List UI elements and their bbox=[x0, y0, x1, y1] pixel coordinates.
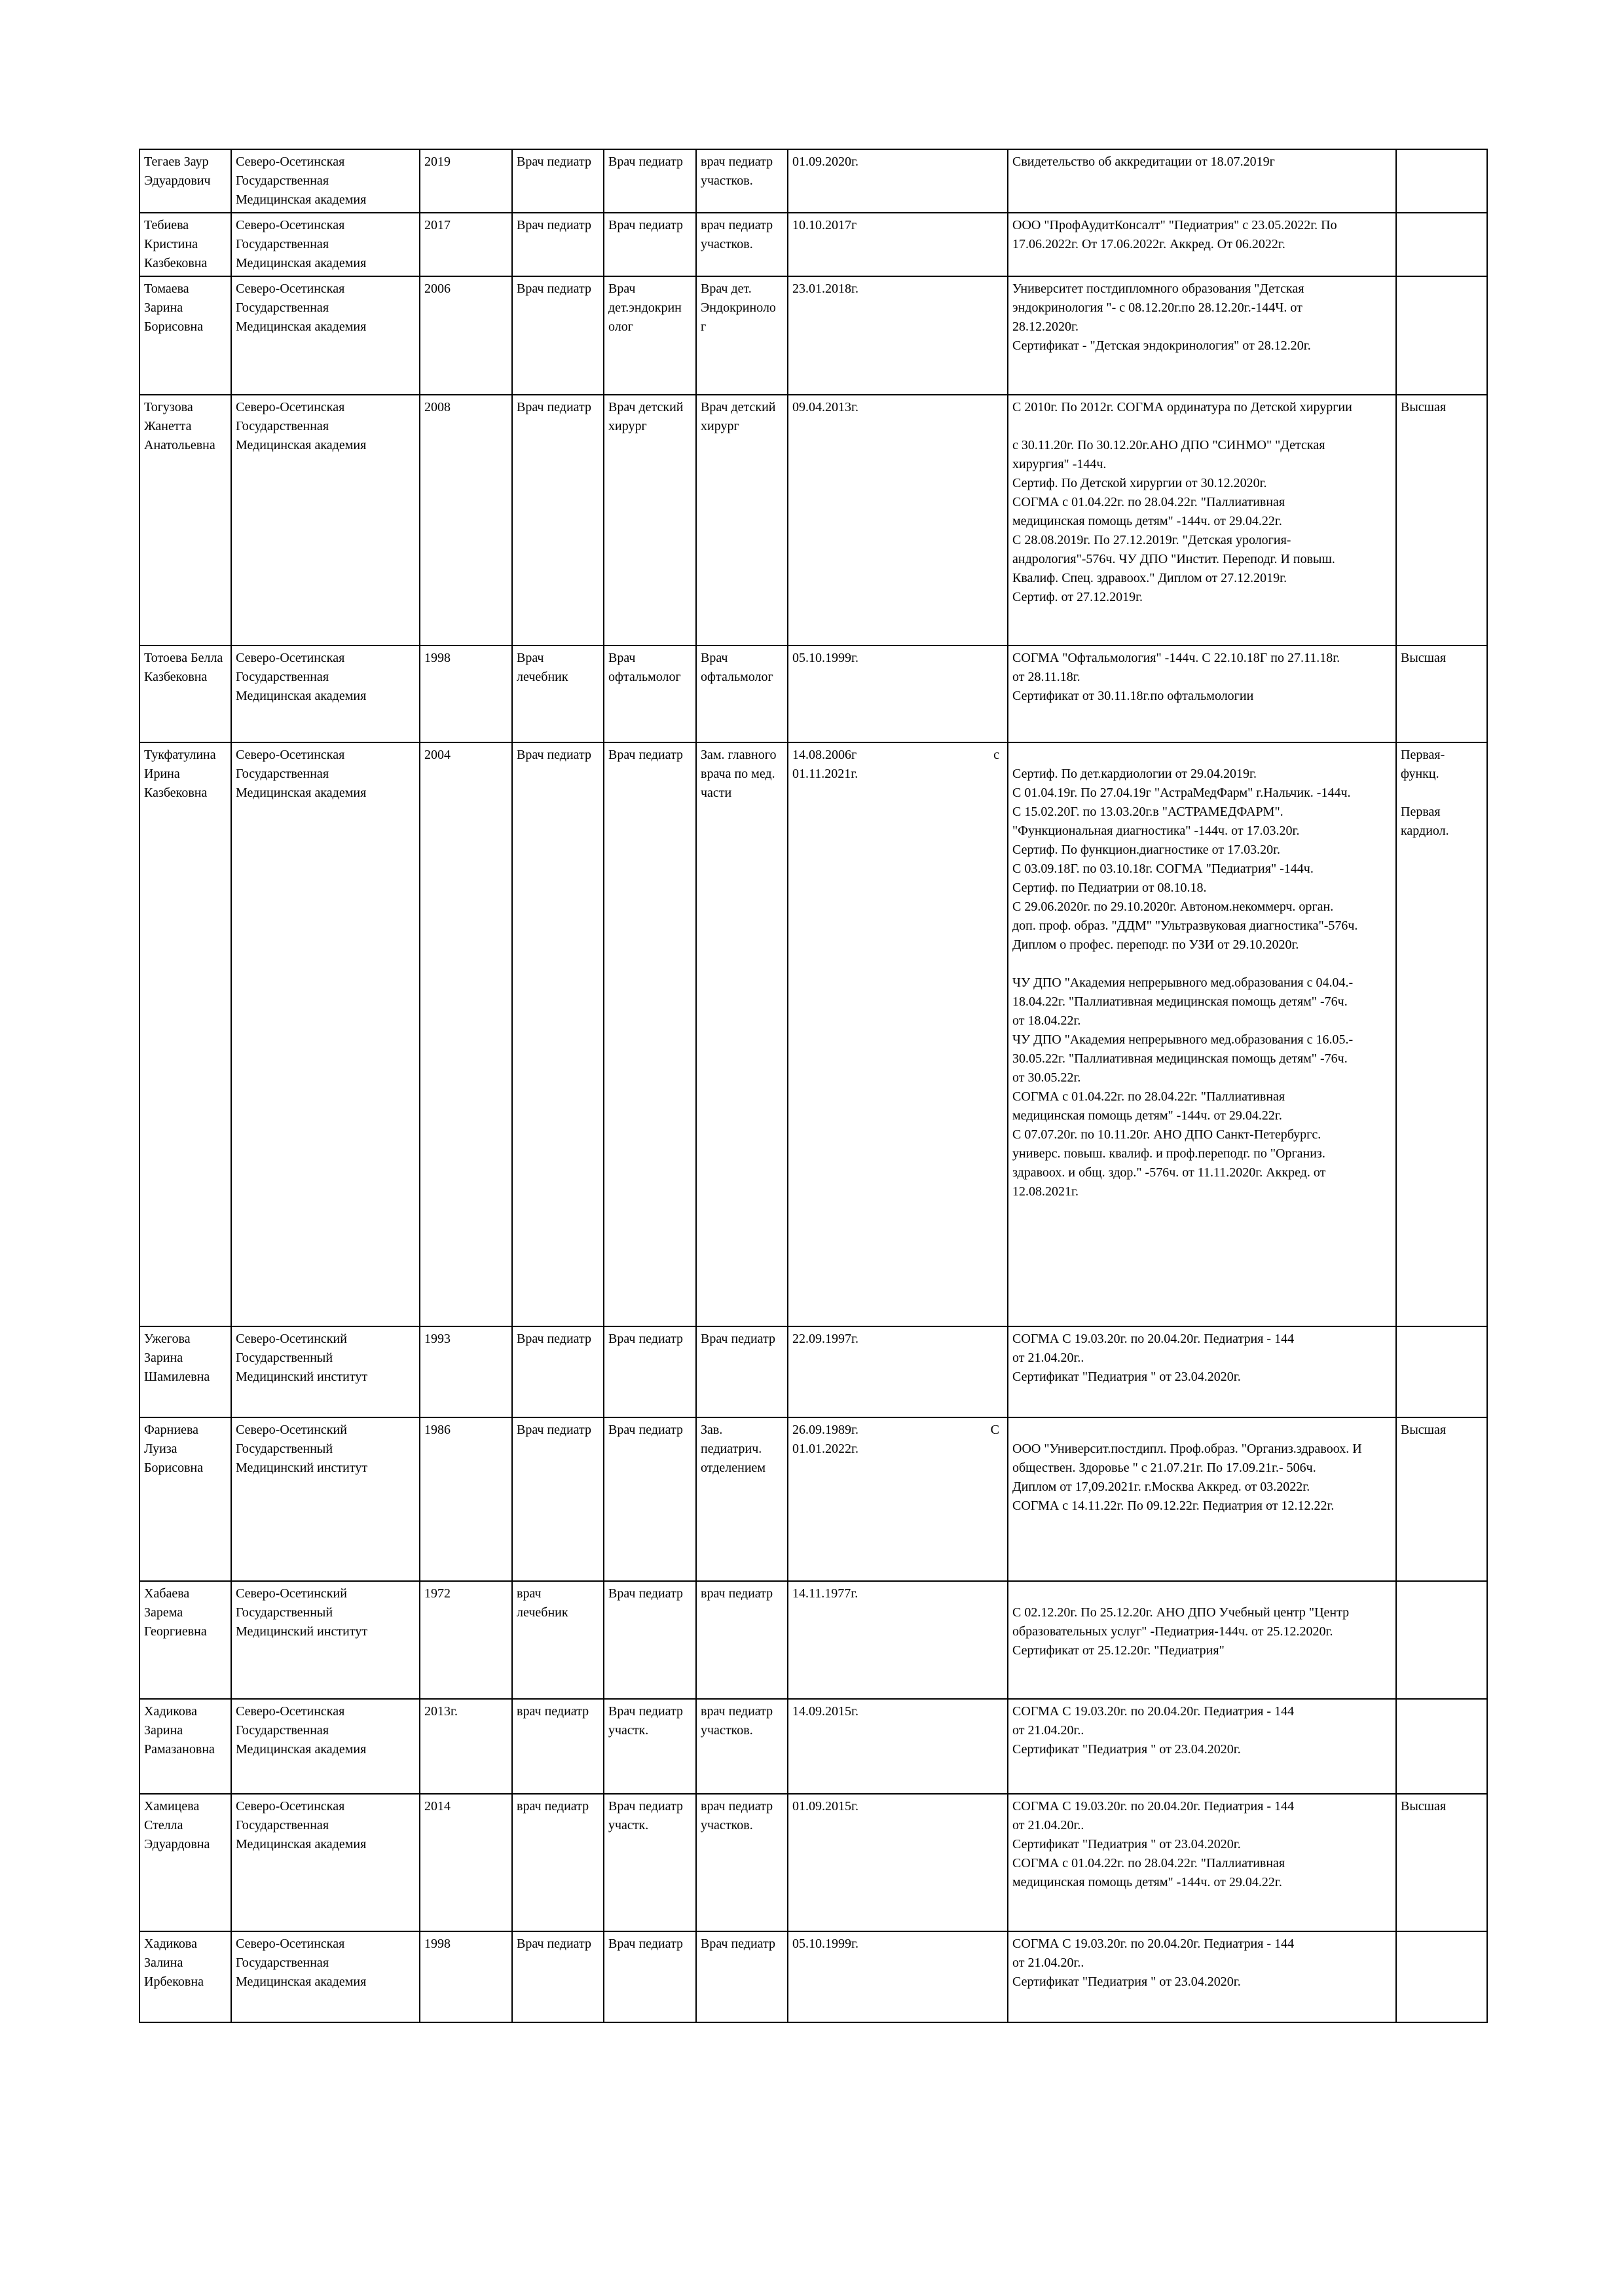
employee-name-cell bbox=[139, 646, 231, 742]
education-institution: Северо-Осетинский Государственный Медицинский институт bbox=[236, 1332, 368, 1384]
diploma-specialty: Врач педиатр bbox=[517, 282, 592, 296]
position: врач педиатр участков. bbox=[701, 218, 773, 251]
table-row bbox=[139, 1581, 1487, 1699]
certificate-specialty: Врач педиатр bbox=[608, 748, 684, 762]
graduation-year: 2019 bbox=[424, 155, 451, 169]
position-cell bbox=[696, 1326, 788, 1417]
table-row bbox=[139, 1417, 1487, 1581]
employee-name: Тотоева Белла Казбековна bbox=[144, 651, 223, 684]
position-cell bbox=[696, 213, 788, 276]
training-record: СОГМА С 19.03.20г. по 20.04.20г. Педиатрия - 144 от 21.04.20г.. Сертификат "Педиатрия " от 23.04.2020г. bbox=[1012, 1332, 1295, 1384]
qualification-category-cell bbox=[1396, 1794, 1487, 1931]
qualification-category-cell bbox=[1396, 1931, 1487, 2022]
training-record-cell bbox=[1008, 149, 1396, 213]
table-row bbox=[139, 1794, 1487, 1931]
education-institution-cell bbox=[231, 646, 420, 742]
staff-table-body bbox=[139, 149, 1487, 2022]
training-record: Свидетельство об аккредитации от 18.07.2019г bbox=[1012, 155, 1275, 169]
hire-date: 14.11.1977г. bbox=[792, 1586, 858, 1601]
certificate-specialty: Врач педиатр bbox=[608, 1586, 684, 1601]
diploma-specialty: Врач лечебник bbox=[517, 651, 568, 684]
diploma-specialty-cell bbox=[512, 742, 604, 1326]
qualification-category-cell bbox=[1396, 742, 1487, 1326]
diploma-specialty-cell bbox=[512, 1417, 604, 1581]
graduation-year: 2013г. bbox=[424, 1704, 458, 1719]
qualification-category-cell bbox=[1396, 1326, 1487, 1417]
education-institution: Северо-Осетинский Государственный Медицинский институт bbox=[236, 1586, 368, 1639]
diploma-specialty: Врач педиатр bbox=[517, 155, 592, 169]
position: Врач педиатр bbox=[701, 1332, 776, 1346]
education-institution-cell bbox=[231, 276, 420, 395]
position-cell bbox=[696, 395, 788, 646]
position-cell bbox=[696, 646, 788, 742]
education-institution: Северо-Осетинская Государственная Медицинская академия bbox=[236, 400, 367, 452]
employee-name: Томаева Зарина Борисовна bbox=[144, 282, 204, 334]
training-record-cell bbox=[1008, 1581, 1396, 1699]
certificate-specialty-cell bbox=[604, 1417, 696, 1581]
position-cell bbox=[696, 742, 788, 1326]
employee-name: Тогузова Жанетта Анатольевна bbox=[144, 400, 215, 452]
education-institution: Северо-Осетинская Государственная Медицинская академия bbox=[236, 748, 367, 800]
hire-date-cell bbox=[788, 1417, 1008, 1581]
certificate-specialty-cell bbox=[604, 742, 696, 1326]
employee-name: Хабаева Зарема Георгиевна bbox=[144, 1586, 207, 1639]
training-record-cell bbox=[1008, 213, 1396, 276]
employee-name-cell bbox=[139, 1794, 231, 1931]
position: Врач педиатр bbox=[701, 1937, 776, 1951]
training-record: Университет постдипломного образования "Детская эндокринология "- с 08.12.20г.по 28.12.20г.-144Ч. от 28.12.2020г. Сертификат - "Детская эндокринология" от 28.12.20г. bbox=[1012, 282, 1311, 353]
qualification-category: Первая- функц. Первая кардиол. bbox=[1401, 748, 1449, 838]
diploma-specialty: Врач педиатр bbox=[517, 1937, 592, 1951]
position: Врач детский хирург bbox=[701, 400, 776, 433]
education-institution-cell bbox=[231, 213, 420, 276]
diploma-specialty-cell bbox=[512, 276, 604, 395]
training-record: СОГМА С 19.03.20г. по 20.04.20г. Педиатрия - 144 от 21.04.20г.. Сертификат "Педиатрия " от 23.04.2020г. СОГМА с 01.04.22г. по 28.04.22г. "Паллиативная медицинская помощь детям" -144ч. от 29.04.22г. bbox=[1012, 1799, 1295, 1889]
hire-date: 01.09.2015г. bbox=[792, 1799, 858, 1813]
hire-date-cell bbox=[788, 1699, 1008, 1794]
hire-date: 22.09.1997г. bbox=[792, 1332, 858, 1346]
hire-date-cell bbox=[788, 1931, 1008, 2022]
diploma-specialty-cell bbox=[512, 1931, 604, 2022]
table-row bbox=[139, 1699, 1487, 1794]
education-institution: Северо-Осетинская Государственная Медицинская академия bbox=[236, 155, 367, 207]
graduation-year: 1993 bbox=[424, 1332, 451, 1346]
qualification-category-cell bbox=[1396, 1699, 1487, 1794]
certificate-specialty: Врач педиатр bbox=[608, 218, 684, 232]
diploma-specialty-cell bbox=[512, 395, 604, 646]
employee-name-cell bbox=[139, 1931, 231, 2022]
hire-date: 01.09.2020г. bbox=[792, 155, 858, 169]
qualification-category-cell bbox=[1396, 1581, 1487, 1699]
certificate-specialty: Врач дет.эндокрин олог bbox=[608, 282, 682, 334]
graduation-year-cell bbox=[420, 1699, 512, 1794]
certificate-specialty-cell bbox=[604, 1794, 696, 1931]
diploma-specialty-cell bbox=[512, 1794, 604, 1931]
training-record: СОГМА С 19.03.20г. по 20.04.20г. Педиатрия - 144 от 21.04.20г.. Сертификат "Педиатрия " от 23.04.2020г. bbox=[1012, 1937, 1295, 1989]
certificate-specialty-cell bbox=[604, 1931, 696, 2022]
education-institution-cell bbox=[231, 149, 420, 213]
hire-date-cell bbox=[788, 395, 1008, 646]
position: врач педиатр участков. bbox=[701, 1799, 773, 1832]
graduation-year-cell bbox=[420, 1794, 512, 1931]
graduation-year-cell bbox=[420, 149, 512, 213]
position: Врач дет. Эндокриноло г bbox=[701, 282, 776, 334]
qualification-category: Высшая bbox=[1401, 651, 1447, 665]
certificate-specialty-cell bbox=[604, 213, 696, 276]
table-row bbox=[139, 742, 1487, 1326]
graduation-year-cell bbox=[420, 395, 512, 646]
hire-date-cell bbox=[788, 1581, 1008, 1699]
training-record-cell bbox=[1008, 1699, 1396, 1794]
qualification-category: Высшая bbox=[1401, 1799, 1447, 1813]
diploma-specialty: Врач педиатр bbox=[517, 1332, 592, 1346]
diploma-specialty: Врач педиатр bbox=[517, 1423, 592, 1437]
graduation-year: 2004 bbox=[424, 748, 451, 762]
employee-name: Тегаев Заур Эдуардович bbox=[144, 155, 211, 188]
hire-date-cell bbox=[788, 1326, 1008, 1417]
hire-date: 09.04.2013г. bbox=[792, 400, 858, 414]
graduation-year-cell bbox=[420, 646, 512, 742]
training-record: ООО "ПрофАудитКонсалт" "Педиатрия" с 23.05.2022г. По 17.06.2022г. От 17.06.2022г. Аккред. От 06.2022г. bbox=[1012, 218, 1337, 251]
position-cell bbox=[696, 1699, 788, 1794]
education-institution-cell bbox=[231, 1794, 420, 1931]
date-note: С bbox=[990, 1423, 999, 1437]
position: Зав. педиатрич. отделением bbox=[701, 1423, 766, 1475]
table-row bbox=[139, 276, 1487, 395]
education-institution: Северо-Осетинская Государственная Медицинская академия bbox=[236, 1799, 367, 1851]
employee-name: Тебиева Кристина Казбековна bbox=[144, 218, 208, 270]
education-institution: Северо-Осетинская Государственная Медицинская академия bbox=[236, 1704, 367, 1757]
diploma-specialty-cell bbox=[512, 149, 604, 213]
graduation-year: 1998 bbox=[424, 651, 451, 665]
diploma-specialty: врач лечебник bbox=[517, 1586, 568, 1620]
table-row bbox=[139, 213, 1487, 276]
training-record-cell bbox=[1008, 646, 1396, 742]
training-record-cell bbox=[1008, 276, 1396, 395]
hire-date-cell bbox=[788, 646, 1008, 742]
employee-name: Хадикова Зарина Рамазановна bbox=[144, 1704, 215, 1757]
hire-date: 26.09.1989г. 01.01.2022г. bbox=[792, 1423, 858, 1456]
qualification-category-cell bbox=[1396, 395, 1487, 646]
training-record: СОГМА "Офтальмология" -144ч. С 22.10.18Г по 27.11.18г. от 28.11.18г. Сертификат от 30.11.18г.по офтальмологии bbox=[1012, 651, 1340, 703]
graduation-year-cell bbox=[420, 1581, 512, 1699]
table-row bbox=[139, 395, 1487, 646]
training-record-cell bbox=[1008, 742, 1396, 1326]
table-row bbox=[139, 1326, 1487, 1417]
position: Зам. главного врача по мед. части bbox=[701, 748, 777, 800]
graduation-year-cell bbox=[420, 1417, 512, 1581]
position-cell bbox=[696, 149, 788, 213]
hire-date: 10.10.2017г bbox=[792, 218, 857, 232]
certificate-specialty-cell bbox=[604, 395, 696, 646]
employee-name: Хадикова Залина Ирбековна bbox=[144, 1937, 204, 1989]
diploma-specialty-cell bbox=[512, 1581, 604, 1699]
graduation-year-cell bbox=[420, 742, 512, 1326]
training-record: Сертиф. По дет.кардиологии от 29.04.2019г. С 01.04.19г. По 27.04.19г "АстраМедФарм" г.Нальчик. -144ч. С 15.02.20Г. по 13.03.20г.в "АСТРАМЕДФАРМ". "Функциональная диагностика" -144ч. от 17.03.20г. Сертиф. По функцион.диагностике от 17.03.20г. С 03.09.18Г. по 03.10.18г. СОГМА "Педиатрия" -144ч. Сертиф. по Педиатрии от 08.10.18. С 29.06.2020г. по 29.10.2020г. Автоном.некоммерч. орган. доп. проф. образ. "ДДМ" "Ультразвуковая диагностика"-576ч. Диплом о профес. переподг. по УЗИ от 29.10.2020г. ЧУ ДПО "Академия непрерывного мед.образования с 04.04.- 18.04.22г. "Паллиативная медицинская помощь детям" -76ч. от 18.04.22г. ЧУ ДПО "Академия непрерывного мед.образования с 16.05.- 30.05.22г. "Паллиативная медицинская помощь детям" -76ч. от 30.05.22г. СОГМА с 01.04.22г. по 28.04.22г. "Паллиативная медицинская помощь детям" -144ч. от 29.04.22г. С 07.07.20г. по 10.11.20г. АНО ДПО Санкт-Петербургс. универс. повыш. квалиф. и проф.переподг. по "Организ. здравоох. и общ. здор." -576ч. от 11.11.2020г. Аккред. от 12.08.2021г. bbox=[1012, 767, 1358, 1199]
certificate-specialty-cell bbox=[604, 1699, 696, 1794]
education-institution: Северо-Осетинская Государственная Медицинская академия bbox=[236, 651, 367, 703]
position-cell bbox=[696, 1417, 788, 1581]
certificate-specialty-cell bbox=[604, 646, 696, 742]
diploma-specialty: врач педиатр bbox=[517, 1799, 589, 1813]
position-cell bbox=[696, 1794, 788, 1931]
diploma-specialty: Врач педиатр bbox=[517, 400, 592, 414]
training-record: ООО "Университ.постдипл. Проф.образ. "Организ.здравоох. И обществен. Здоровье " с 21.07.21г. По 17.09.21г.- 506ч. Диплом от 17,09.2021г. г.Москва Аккред. от 03.2022г. СОГМА с 14.11.22г. По 09.12.22г. Педиатрия от 12.12.22г. bbox=[1012, 1442, 1362, 1513]
graduation-year: 2014 bbox=[424, 1799, 451, 1813]
hire-date: 05.10.1999г. bbox=[792, 1937, 858, 1951]
education-institution-cell bbox=[231, 1326, 420, 1417]
hire-date-cell bbox=[788, 213, 1008, 276]
hire-date-cell bbox=[788, 1794, 1008, 1931]
hire-date-cell bbox=[788, 742, 1008, 1326]
graduation-year: 1972 bbox=[424, 1586, 451, 1601]
education-institution: Северо-Осетинская Государственная Медицинская академия bbox=[236, 1937, 367, 1989]
graduation-year: 1986 bbox=[424, 1423, 451, 1437]
qualification-category-cell bbox=[1396, 213, 1487, 276]
hire-date-cell bbox=[788, 149, 1008, 213]
position: врач педиатр участков. bbox=[701, 155, 773, 188]
education-institution: Северо-Осетинская Государственная Медицинская академия bbox=[236, 282, 367, 334]
certificate-specialty: Врач педиатр bbox=[608, 1423, 684, 1437]
diploma-specialty: Врач педиатр bbox=[517, 748, 592, 762]
hire-date-cell bbox=[788, 276, 1008, 395]
position: Врач офтальмолог bbox=[701, 651, 773, 684]
certificate-specialty: Врач детский хирург bbox=[608, 400, 684, 433]
education-institution-cell bbox=[231, 395, 420, 646]
qualification-category-cell bbox=[1396, 149, 1487, 213]
position-cell bbox=[696, 1931, 788, 2022]
diploma-specialty-cell bbox=[512, 646, 604, 742]
education-institution-cell bbox=[231, 742, 420, 1326]
employee-name-cell bbox=[139, 1581, 231, 1699]
certificate-specialty: Врач педиатр участк. bbox=[608, 1704, 684, 1738]
training-record-cell bbox=[1008, 1931, 1396, 2022]
certificate-specialty: Врач педиатр bbox=[608, 1937, 684, 1951]
qualification-category: Высшая bbox=[1401, 1423, 1447, 1437]
employee-name: Тукфатулина Ирина Казбековна bbox=[144, 748, 216, 800]
certificate-specialty-cell bbox=[604, 1581, 696, 1699]
employee-name-cell bbox=[139, 742, 231, 1326]
certificate-specialty: Врач педиатр bbox=[608, 1332, 684, 1346]
position: врач педиатр bbox=[701, 1586, 773, 1601]
diploma-specialty-cell bbox=[512, 1326, 604, 1417]
graduation-year-cell bbox=[420, 276, 512, 395]
qualification-category-cell bbox=[1396, 646, 1487, 742]
hire-date: 23.01.2018г. bbox=[792, 282, 858, 296]
position: врач педиатр участков. bbox=[701, 1704, 773, 1738]
graduation-year: 2017 bbox=[424, 218, 451, 232]
training-record: С 02.12.20г. По 25.12.20г. АНО ДПО Учебный центр "Центр образовательных услуг" -Педиатрия-144ч. от 25.12.2020г. Сертификат от 25.12.20г. "Педиатрия" bbox=[1012, 1605, 1350, 1658]
employee-name: Фарниева Луиза Борисовна bbox=[144, 1423, 204, 1475]
training-record: С 2010г. По 2012г. СОГМА ординатура по Детской хирургии с 30.11.20г. По 30.12.20г.АНО ДПО "СИНМО" "Детская хирургия" -144ч. Сертиф. По Детской хирургии от 30.12.2020г. СОГМА с 01.04.22г. по 28.04.22г. "Паллиативная медицинская помощь детям" -144ч. от 29.04.22г. С 28.08.2019г. По 27.12.2019г. "Детская урология- андрология"-576ч. ЧУ ДПО "Инстит. Переподг. И повыш. Квалиф. Спец. здравоох." Диплом от 27.12.2019г. Сертиф. от 27.12.2019г. bbox=[1012, 400, 1352, 604]
hire-date: 14.09.2015г. bbox=[792, 1704, 858, 1719]
qualification-category-cell bbox=[1396, 276, 1487, 395]
diploma-specialty-cell bbox=[512, 213, 604, 276]
employee-name: Хамицева Стелла Эдуардовна bbox=[144, 1799, 210, 1851]
employee-name-cell bbox=[139, 213, 231, 276]
graduation-year: 2008 bbox=[424, 400, 451, 414]
graduation-year: 1998 bbox=[424, 1937, 451, 1951]
diploma-specialty: врач педиатр bbox=[517, 1704, 589, 1719]
certificate-specialty: Врач офтальмолог bbox=[608, 651, 681, 684]
education-institution-cell bbox=[231, 1417, 420, 1581]
table-row bbox=[139, 646, 1487, 742]
graduation-year-cell bbox=[420, 1326, 512, 1417]
hire-date: 05.10.1999г. bbox=[792, 651, 858, 665]
position-cell bbox=[696, 276, 788, 395]
position-cell bbox=[696, 1581, 788, 1699]
table-row bbox=[139, 149, 1487, 213]
diploma-specialty-cell bbox=[512, 1699, 604, 1794]
employee-name: Ужегова Зарина Шамилевна bbox=[144, 1332, 210, 1384]
employee-name-cell bbox=[139, 1417, 231, 1581]
certificate-specialty-cell bbox=[604, 1326, 696, 1417]
training-record-cell bbox=[1008, 1417, 1396, 1581]
employee-name-cell bbox=[139, 276, 231, 395]
graduation-year-cell bbox=[420, 213, 512, 276]
employee-name-cell bbox=[139, 1699, 231, 1794]
qualification-category-cell bbox=[1396, 1417, 1487, 1581]
training-record-cell bbox=[1008, 395, 1396, 646]
training-record: СОГМА С 19.03.20г. по 20.04.20г. Педиатрия - 144 от 21.04.20г.. Сертификат "Педиатрия " от 23.04.2020г. bbox=[1012, 1704, 1295, 1757]
hire-date: 14.08.2006г 01.11.2021г. bbox=[792, 748, 858, 781]
date-note: с bbox=[993, 748, 999, 762]
certificate-specialty-cell bbox=[604, 276, 696, 395]
education-institution-cell bbox=[231, 1931, 420, 2022]
employee-name-cell bbox=[139, 1326, 231, 1417]
training-record-cell bbox=[1008, 1794, 1396, 1931]
education-institution: Северо-Осетинский Государственный Медицинский институт bbox=[236, 1423, 368, 1475]
staff-table bbox=[139, 149, 1488, 2023]
employee-name-cell bbox=[139, 395, 231, 646]
diploma-specialty: Врач педиатр bbox=[517, 218, 592, 232]
education-institution: Северо-Осетинская Государственная Медицинская академия bbox=[236, 218, 367, 270]
employee-name-cell bbox=[139, 149, 231, 213]
training-record-cell bbox=[1008, 1326, 1396, 1417]
graduation-year-cell bbox=[420, 1931, 512, 2022]
qualification-category: Высшая bbox=[1401, 400, 1447, 414]
education-institution-cell bbox=[231, 1581, 420, 1699]
graduation-year: 2006 bbox=[424, 282, 451, 296]
certificate-specialty: Врач педиатр участк. bbox=[608, 1799, 684, 1832]
table-row bbox=[139, 1931, 1487, 2022]
education-institution-cell bbox=[231, 1699, 420, 1794]
certificate-specialty: Врач педиатр bbox=[608, 155, 684, 169]
certificate-specialty-cell bbox=[604, 149, 696, 213]
